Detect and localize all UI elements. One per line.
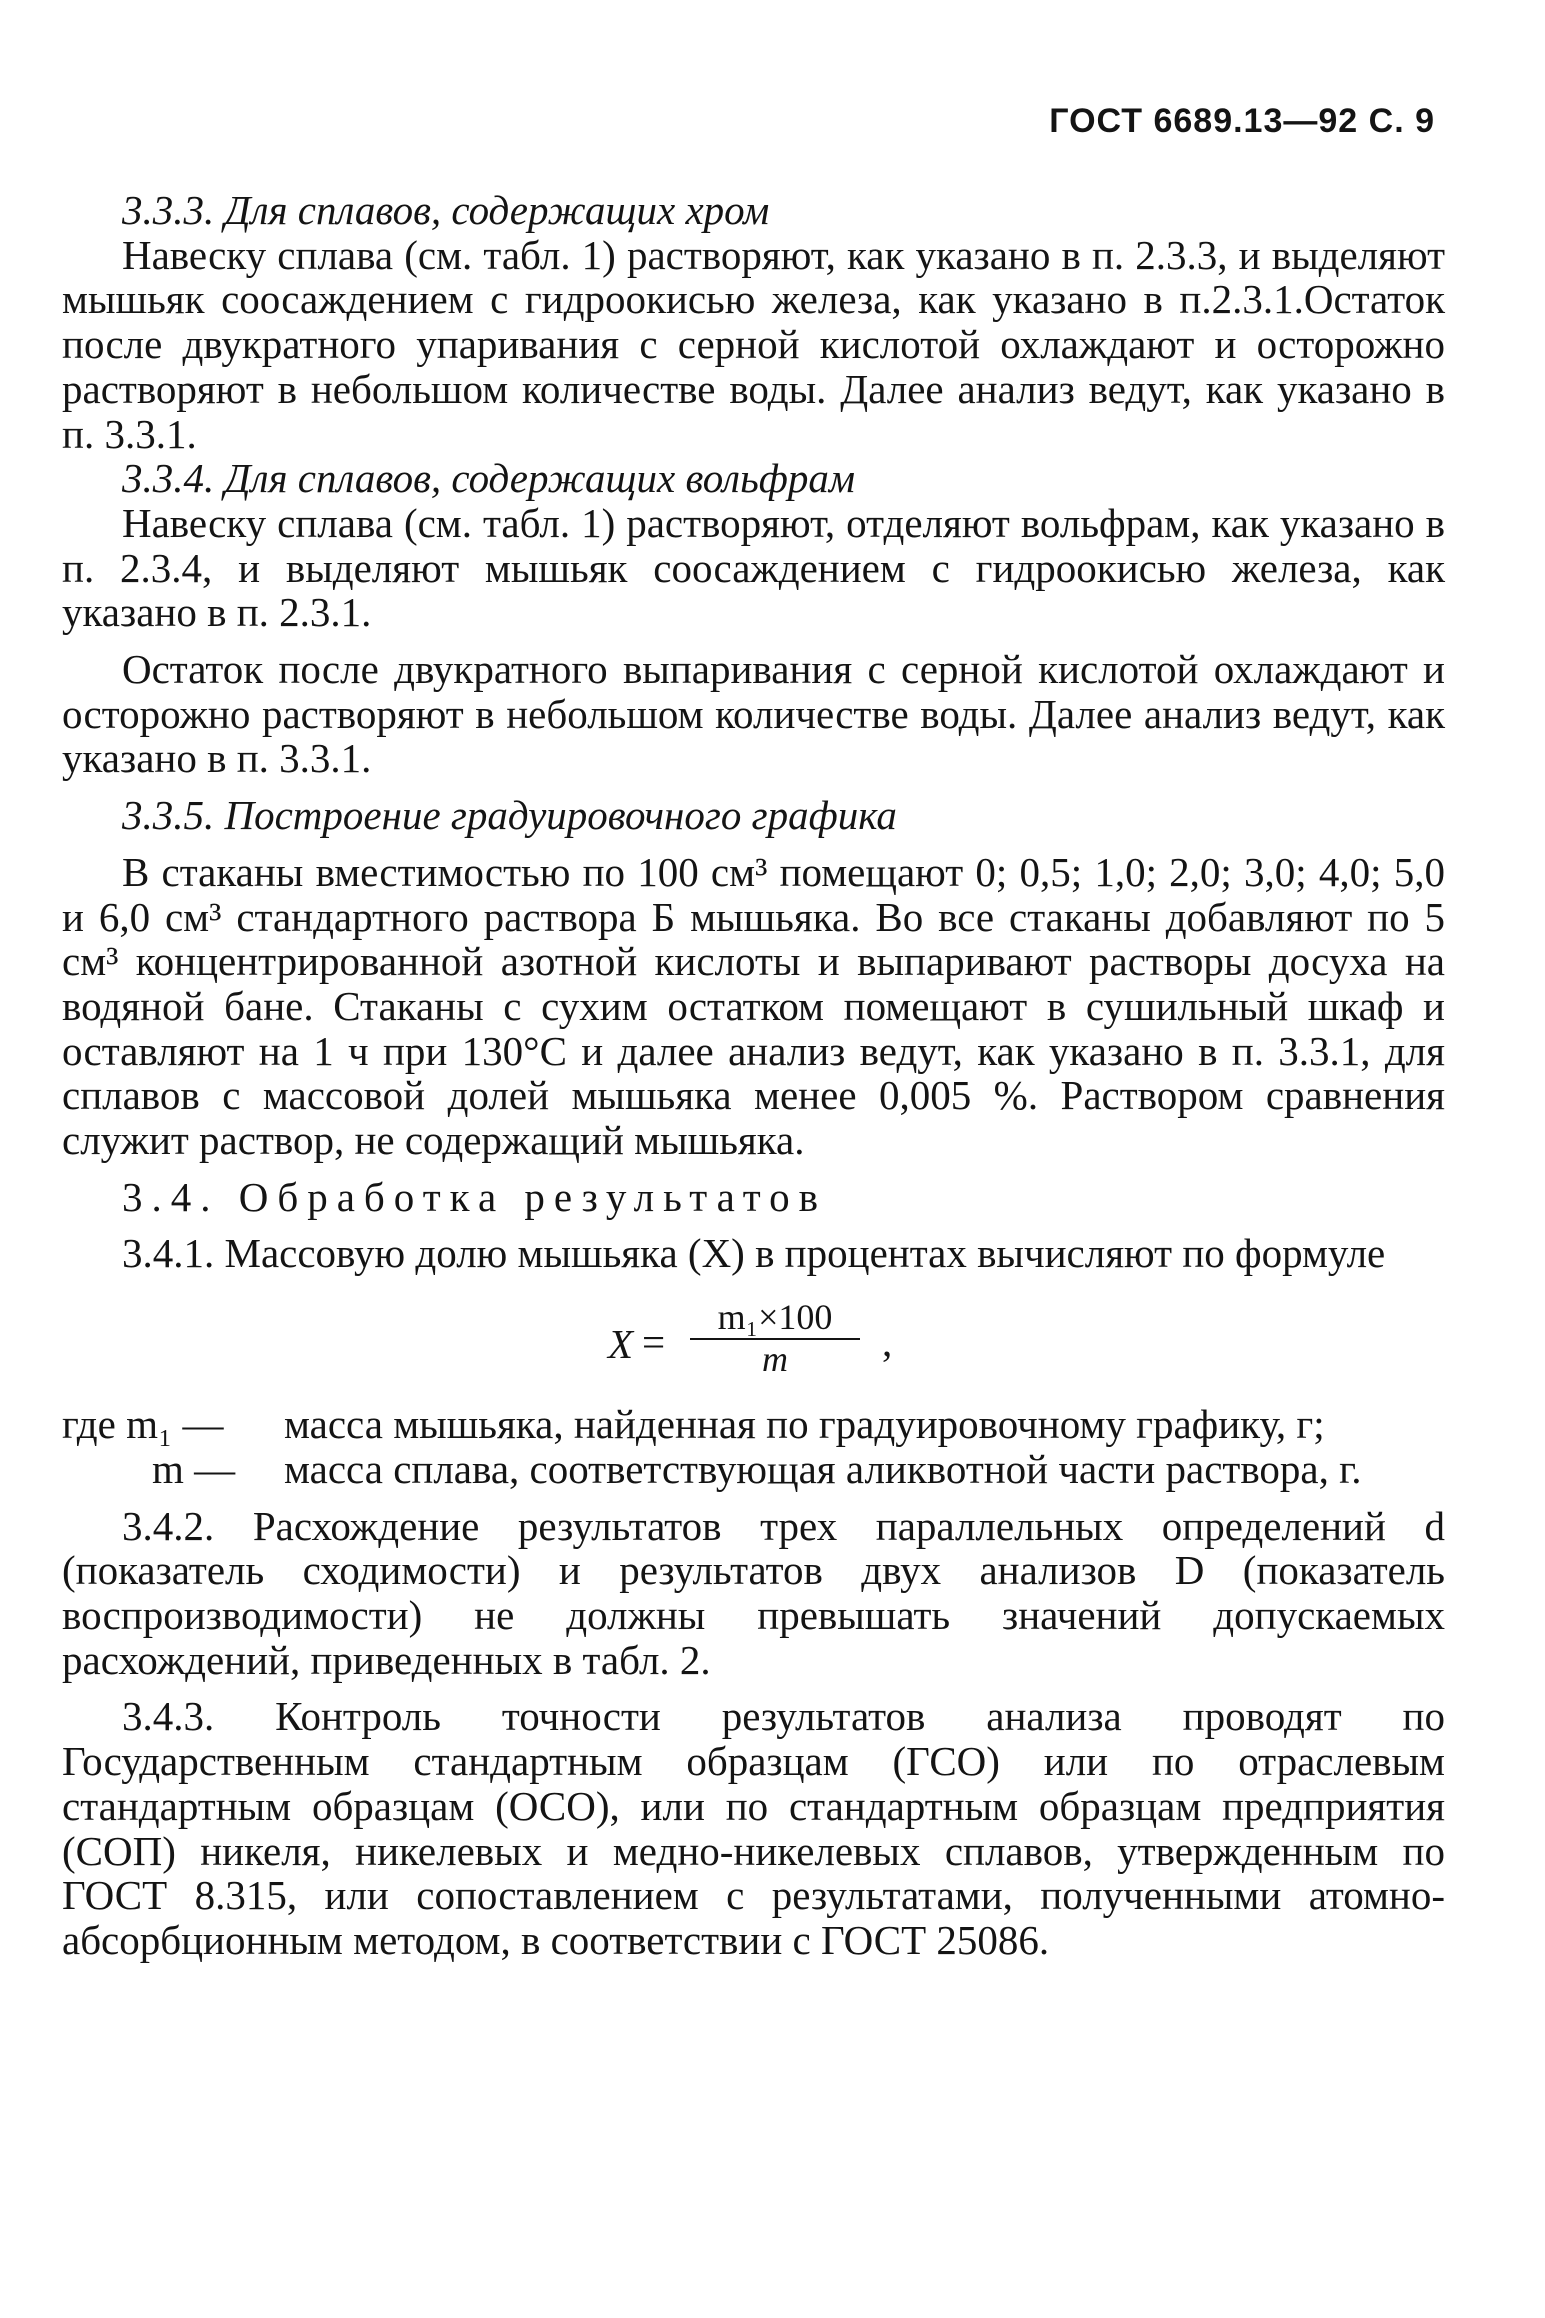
formula-comma: , [882,1319,893,1366]
section-3-3-3-text: Навеску сплава (см. табл. 1) растворяют, как указано в п. 2.3.3, и выделяют мышьяк соосаждением с гидроокисью железа, как указано в п.2.3.1.Остаток после двукратного упаривания с серной кислотой охлаждают и осторожно растворяют в небольшом количестве воды. Далее анализ ведут, как указано в п. 3.3.1. [62,231,1445,457]
formula-equals: = [642,1319,666,1366]
where-description: масса сплава, соответствующая аликвотной части раствора, г. [284,1445,1362,1492]
section-3-4-3-text: 3.4.3. Контроль точности результатов анализа проводят по Государственным стандартным образцам (ГСО) или по отраслевым стандартным образцам (ОСО), или по стандартным образцам предприятия (СОП) никеля, никелевых и медно-никелевых сплавов, утвержденным по ГОСТ 8.315, или сопоставлением с результатами, полученными атомно-абсорбционным методом, в соответствии с ГОСТ 25086. [62,1693,1445,1963]
section-3-4-2-text: 3.4.2. Расхождение результатов трех параллельных определений d (показатель сходимости) и результатов двух анализов D (показатель воспроизводимости) не должны превышать значений допускаемых расхождений, приведенных в табл. 2. [62,1502,1445,1683]
section-3-3-4-text: Навеску сплава (см. табл. 1) растворяют, отделяют вольфрам, как указано в п. 2.3.4, и выделяют мышьяк соосаждением с гидроокисью железа, как указано в п. 2.3.1. [62,499,1445,636]
formula [62,1298,1445,1378]
section-3-4-title: 3.4. Обработка результатов [122,1173,828,1220]
formula-fraction [690,1298,860,1378]
where-symbol: m — [152,1445,236,1492]
page-content [62,188,1445,1963]
section-3-4-1-text: 3.4.1. Массовую долю мышьяка (X) в процентах вычисляют по формуле [122,1230,1386,1277]
section-3-3-4-title: 3.3.4. Для сплавов, содержащих вольфрам [122,455,855,502]
where-description: масса мышьяка, найденная по градуировочному графику, г; [284,1401,1325,1448]
formula-numerator: m₁×100 [690,1298,860,1340]
section-3-3-5-text: В стаканы вместимостью по 100 см³ помещают 0; 0,5; 1,0; 2,0; 3,0; 4,0; 5,0 и 6,0 см³ стандартного раствора Б мышьяка. Во все стаканы добавляют по 5 см³ концентрированной азотной кислоты и выпаривают растворы досуха на водяной бане. Стаканы с сухим остатком помещают в сушильный шкаф и оставляют на 1 ч при 130°С и далее анализ ведут, как указано в п. 3.3.1, для сплавов с массовой долей мышьяка менее 0,005 %. Раствором сравнения служит раствор, не содержащий мышьяка. [62,848,1445,1164]
section-3-3-4-text-2: Остаток после двукратного выпаривания с серной кислотой охлаждают и осторожно растворяют в небольшом количестве воды. Далее анализ ведут, как указано в п. 3.3.1. [62,646,1445,782]
section-3-3-3-title: 3.3.3. Для сплавов, содержащих хром [122,187,770,233]
page-header: ГОСТ 6689.13—92 С. 9 [1049,102,1435,140]
formula-lhs: X [608,1321,634,1368]
formula-denominator: m [762,1339,788,1380]
where-item-m [62,1447,1445,1492]
where-symbol: где m₁ — [62,1401,224,1448]
where-item-m1 [62,1402,1445,1447]
section-3-3-5-title: 3.3.5. Построение градуировочного графика [122,792,897,839]
